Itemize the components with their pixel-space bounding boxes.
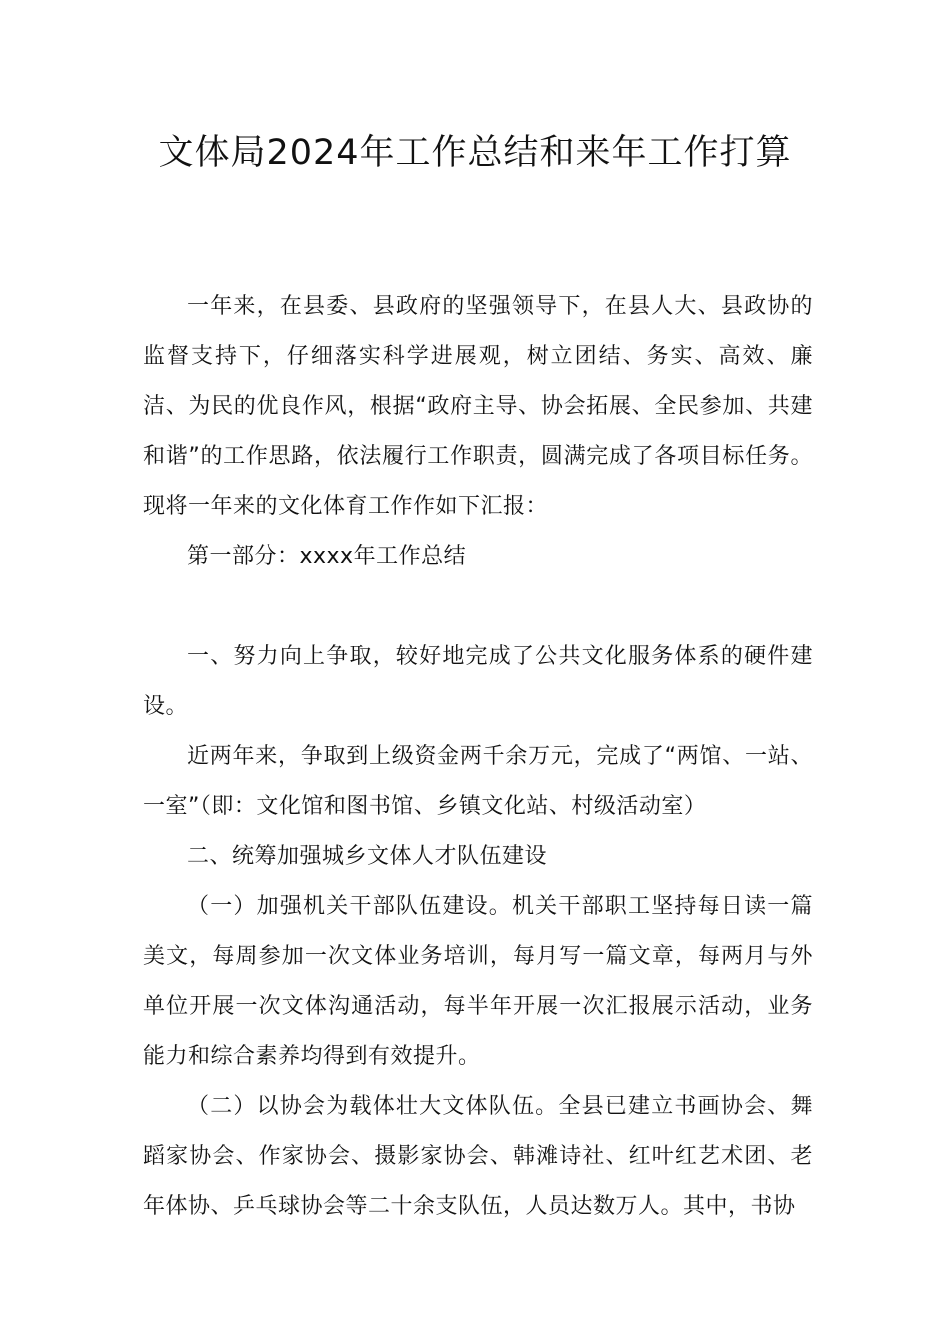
paragraph-funding: 近两年来，争取到上级资金两千余万元，完成了“两馆、一站、一室”（即：文化馆和图书馆、乡镇文化站、村级活动室） bbox=[143, 744, 813, 819]
paragraph-cadre-team: （一）加强机关干部队伍建设。机关干部职工坚持每日读一篇美文，每周参加一次文体业务培训，每月写一篇文章，每两月与外单位开展一次文体沟通活动，每半年开展一次汇报展示活动，业务能力和综合素养均得到有效提升。 bbox=[143, 894, 813, 1069]
section-heading-one: 一、努力向上争取，较好地完成了公共文化服务体系的硬件建设。 bbox=[143, 644, 813, 719]
section-heading-part-one: 第一部分：xxxx年工作总结 bbox=[187, 544, 467, 569]
paragraph-associations: （二）以协会为载体壮大文体队伍。全县已建立书画协会、舞蹈家协会、作家协会、摄影家协会、韩滩诗社、红叶红艺术团、老年体协、乒乓球协会等二十余支队伍，人员达数万人。其中，书协 bbox=[143, 1094, 813, 1219]
document-body bbox=[143, 282, 813, 1232]
document-title: 文体局2024年工作总结和来年工作打算 bbox=[158, 133, 792, 173]
section-heading-two: 二、统筹加强城乡文体人才队伍建设 bbox=[187, 844, 548, 869]
paragraph-intro: 一年来，在县委、县政府的坚强领导下，在县人大、县政协的监督支持下，仔细落实科学进展观，树立团结、务实、高效、廉洁、为民的优良作风，根据“政府主导、协会拓展、全民参加、共建和谐”的工作思路，依法履行工作职责，圆满完成了各项目标任务。现将一年来的文化体育工作作如下汇报： bbox=[143, 294, 813, 519]
